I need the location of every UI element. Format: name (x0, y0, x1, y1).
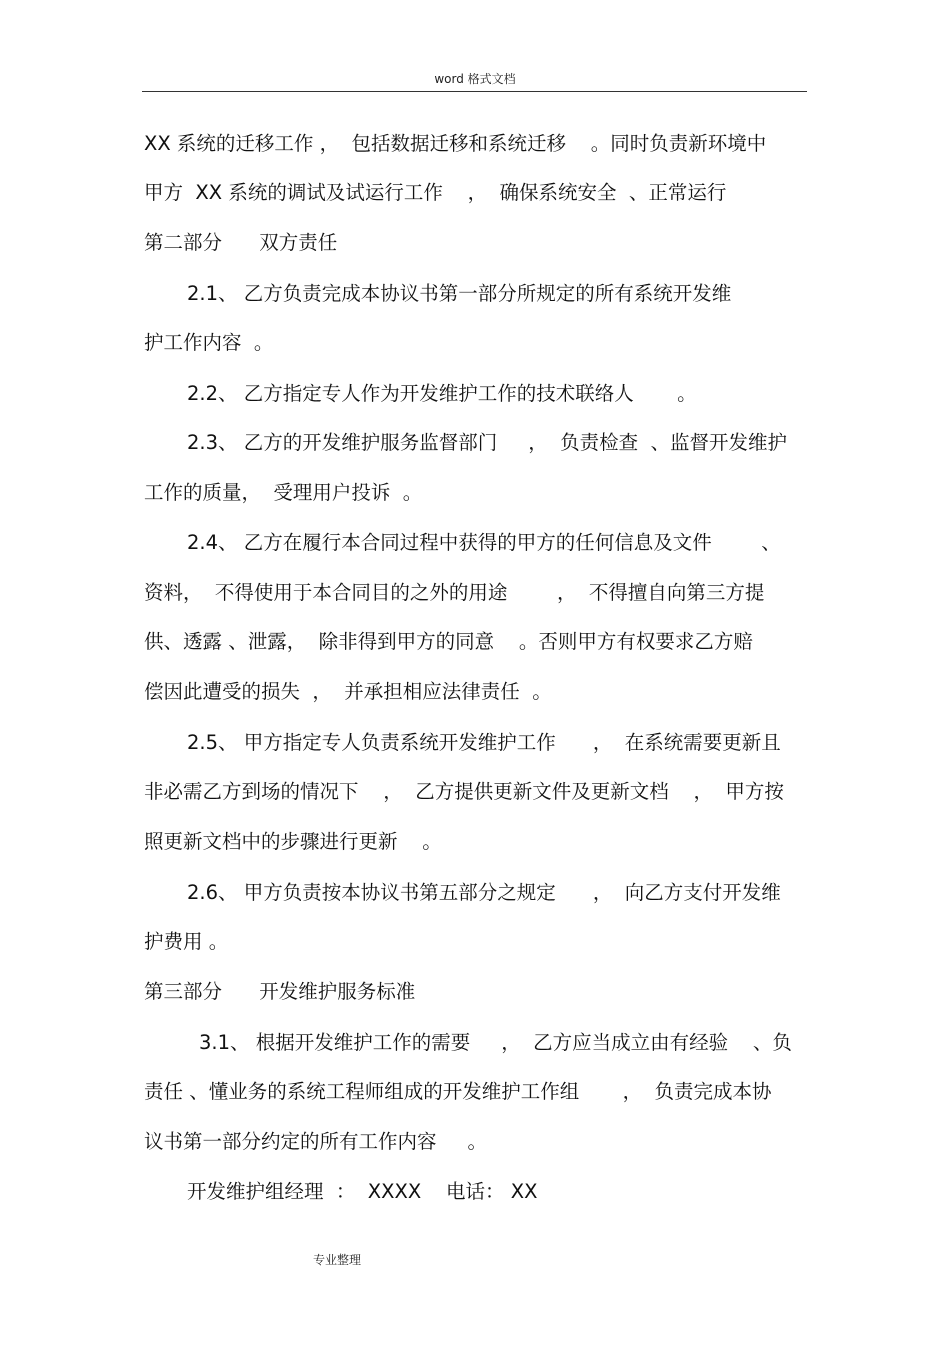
text-line: 2.4、 乙方在履行本合同过程中获得的甲方的任何信息及文件 、 (187, 531, 781, 554)
text-line: 责任 、懂业务的系统工程师组成的开发维护工作组 ， 负责完成本协 (144, 1080, 772, 1103)
text-line: 3.1、 根据开发维护工作的需要 ， 乙方应当成立由有经验 、负 (199, 1031, 792, 1054)
text-line: 偿因此遭受的损失 ， 并承担相应法律责任 。 (144, 680, 552, 703)
text-line: 护费用 。 (144, 930, 229, 953)
text-line: 非必需乙方到场的情况下 ， 乙方提供更新文件及更新文档 ， 甲方按 (144, 780, 784, 803)
text-line: 甲方 XX 系统的调试及试运行工作 ， 确保系统安全 、正常运行 (144, 181, 727, 204)
page-footer: 专业整理 (313, 1253, 362, 1267)
text-line: 议书第一部分约定的所有工作内容 。 (144, 1130, 487, 1153)
page-header: word 格式文档 (434, 72, 516, 86)
text-line: 第二部分 双方责任 (144, 231, 338, 254)
text-line: 2.3、 乙方的开发维护服务监督部门 ， 负责检查 、监督开发维护 (187, 431, 787, 454)
text-line: 工作的质量， 受理用户投诉 。 (144, 481, 423, 504)
text-line: 照更新文档中的步骤进行更新 。 (144, 830, 442, 853)
text-line: 2.5、 甲方指定专人负责系统开发维护工作 ， 在系统需要更新且 (187, 731, 781, 754)
text-line: 2.6、 甲方负责按本协议书第五部分之规定 ， 向乙方支付开发维 (187, 881, 781, 904)
text-line: 护工作内容 。 (144, 331, 274, 354)
text-line: 第三部分 开发维护服务标准 (144, 980, 416, 1003)
text-line: 2.2、 乙方指定专人作为开发维护工作的技术联络人 。 (187, 382, 697, 405)
text-line: 供、透露 、泄露， 除非得到甲方的同意 。否则甲方有权要求乙方赔 (144, 630, 753, 653)
header-divider (142, 91, 807, 92)
text-line: XX 系统的迁移工作 ， 包括数据迁移和系统迁移 。同时负责新环境中 (144, 132, 767, 155)
text-line: 2.1、 乙方负责完成本协议书第一部分所规定的所有系统开发维 (187, 282, 732, 305)
text-line: 开发维护组经理 ： XXXX 电话： XX (187, 1180, 538, 1203)
text-line: 资料， 不得使用于本合同目的之外的用途 ， 不得擅自向第三方提 (144, 581, 765, 604)
